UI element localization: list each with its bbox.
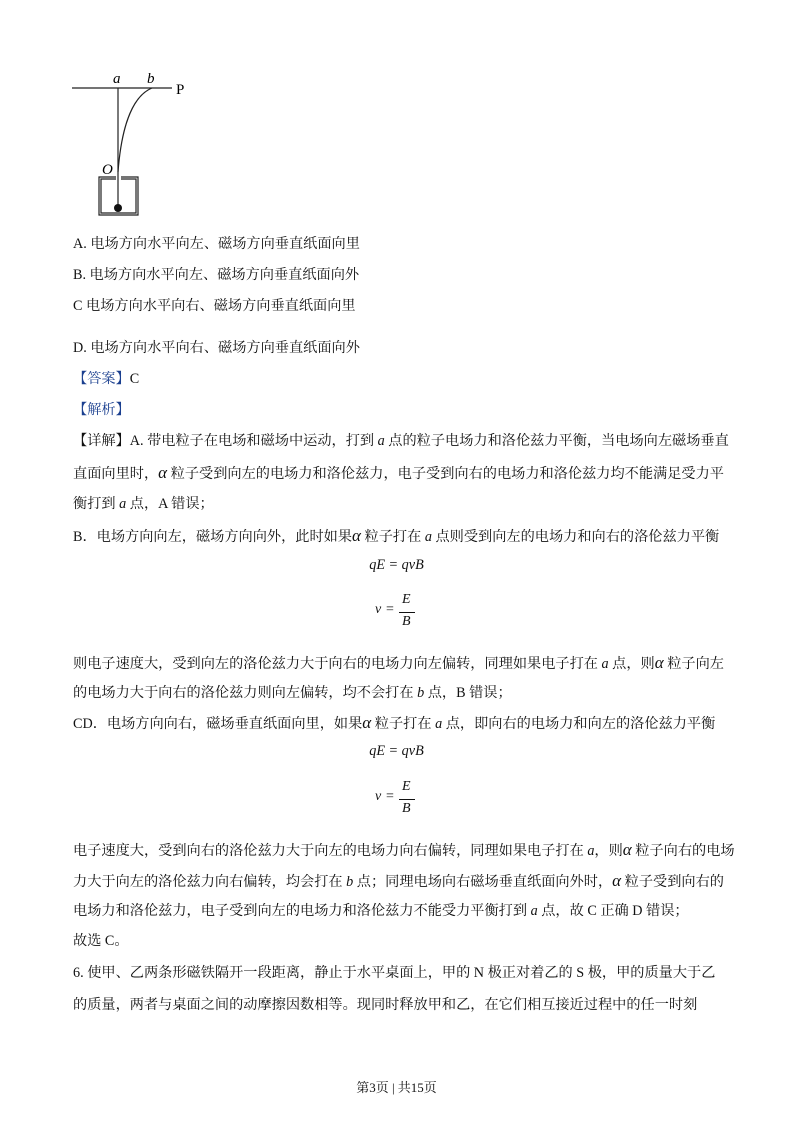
text-line (73, 400, 130, 420)
fraction-bar (399, 799, 415, 800)
text-line (73, 871, 724, 892)
text-segment: 点则受到向左的电场力和向右的洛伦兹力平衡 (431, 529, 720, 545)
text-line (73, 234, 360, 254)
text-line (73, 963, 715, 983)
section-label: 【答案】 (73, 371, 130, 387)
math-symbol: α (612, 871, 622, 890)
text-line (73, 526, 719, 547)
text-segment: 6. 使甲、乙两条形磁铁隔开一段距离，静止于水平桌面上，甲的 N 极正对着乙的 S 极，甲的质量大于乙 (73, 965, 716, 981)
text-line (73, 995, 697, 1015)
eq-v: v (375, 789, 382, 804)
text-segment: 电子速度大，受到向右的洛伦兹力大于向左的电场力向右偏转，同理如果电子打在 (73, 843, 588, 859)
label-P: P (176, 82, 185, 98)
text-line (73, 931, 129, 951)
math-symbol: a (587, 843, 595, 859)
text-line (73, 431, 729, 451)
text-segment: 电场力和洛伦兹力，电子受到向左的电场力和洛伦兹力不能受力平衡打到 (73, 903, 531, 919)
math-symbol: α (654, 653, 664, 672)
label-O: O (102, 162, 113, 178)
text-segment: ，则 (594, 843, 623, 859)
text-line (73, 840, 735, 861)
text-segment: CD．电场方向向右，磁场垂直纸面向里，如果 (73, 716, 363, 732)
text-line (73, 653, 724, 674)
text-segment: 力大于向左的洛伦兹力向右偏转，均会打在 (73, 874, 347, 890)
text-segment: 衡打到 (73, 496, 120, 512)
text-segment: B．电场方向向左，磁场方向向外，此时如果 (73, 529, 353, 545)
math-symbol: a (119, 496, 127, 512)
text-segment: C 电场方向水平向右、磁场方向垂直纸面向里 (73, 298, 356, 314)
math-symbol: a (377, 433, 385, 449)
text-segment: D. 电场方向水平向右、磁场方向垂直纸面向外 (73, 340, 360, 356)
label-a: a (113, 71, 121, 87)
math-symbol: a (530, 903, 538, 919)
text-segment: 点，故 C 正确 D 错误； (537, 903, 689, 919)
text-segment: 直面向里时， (73, 466, 159, 482)
text-segment: 点，A 错误； (126, 496, 214, 512)
text-line (73, 296, 356, 316)
particle-trajectory-diagram (60, 60, 210, 220)
label-b: b (147, 71, 155, 87)
text-segment: A. 电场方向水平向左、磁场方向垂直纸面向里 (73, 236, 360, 252)
math-symbol: b (346, 874, 354, 890)
text-line (73, 713, 715, 734)
text-line (73, 901, 689, 921)
text-segment: 点，则 (608, 656, 655, 672)
text-segment: 的电场力大于向右的洛伦兹力则向左偏转，均不会打在 (73, 685, 418, 701)
eq-v: v (375, 602, 382, 617)
text-segment: 故选 C。 (73, 933, 129, 949)
fraction-bar (399, 612, 415, 613)
section-label: 【解析】 (73, 402, 130, 418)
eq-sign: = (386, 789, 394, 804)
eq-sign: = (386, 602, 394, 617)
text-segment: C (129, 371, 140, 387)
text-segment: 【详解】A. 带电粒子在电场和磁场中运动，打到 (73, 433, 378, 449)
text-line (73, 265, 359, 285)
math-symbol: a (601, 656, 609, 672)
math-symbol: α (158, 463, 168, 482)
text-segment: 的质量，两者与桌面之间的动摩擦因数相等。现同时释放甲和乙，在它们相互接近过程中的任一时刻 (73, 997, 698, 1013)
eq-numerator: E (402, 779, 411, 794)
text-segment: 粒子向右的电场 (631, 843, 735, 859)
text-segment: 点的粒子电场力和洛伦兹力平衡，当电场向左磁场垂直 (384, 433, 729, 449)
math-symbol: a (424, 529, 432, 545)
equation-force-balance-2: qE = qvB (369, 743, 424, 759)
text-segment: 点，B 错误； (424, 685, 512, 701)
text-line (73, 463, 724, 484)
text-line (73, 494, 214, 514)
text-line (73, 369, 139, 389)
text-segment: 粒子受到向左的电场力和洛伦兹力，电子受到向右的电场力和洛伦兹力均不能满足受力平 (167, 466, 724, 482)
math-symbol: a (435, 716, 443, 732)
math-symbol: α (622, 840, 632, 859)
text-segment: 则电子速度大，受到向左的洛伦兹力大于向右的电场力向左偏转，同理如果电子打在 (73, 656, 602, 672)
text-segment: 粒子打在 (360, 529, 425, 545)
page-footer: 第3页 | 共15页 (356, 1080, 437, 1095)
eq-denominator: B (402, 614, 411, 629)
eq-denominator: B (402, 801, 411, 816)
text-segment: 点，即向右的电场力和向左的洛伦兹力平衡 (442, 716, 716, 732)
text-segment: 粒子打在 (371, 716, 436, 732)
text-segment: 点；同理电场向右磁场垂直纸面向外时， (353, 874, 613, 890)
math-symbol: α (352, 526, 361, 545)
equation-force-balance: qE = qvB (369, 557, 424, 573)
text-segment: 粒子受到向右的 (621, 874, 724, 890)
math-symbol: b (417, 685, 425, 701)
text-line (73, 338, 360, 358)
text-segment: B. 电场方向水平向左、磁场方向垂直纸面向外 (73, 267, 360, 283)
eq-numerator: E (402, 592, 411, 607)
text-segment: 粒子向左 (663, 656, 724, 672)
text-line (73, 683, 512, 703)
math-symbol: α (362, 713, 372, 732)
